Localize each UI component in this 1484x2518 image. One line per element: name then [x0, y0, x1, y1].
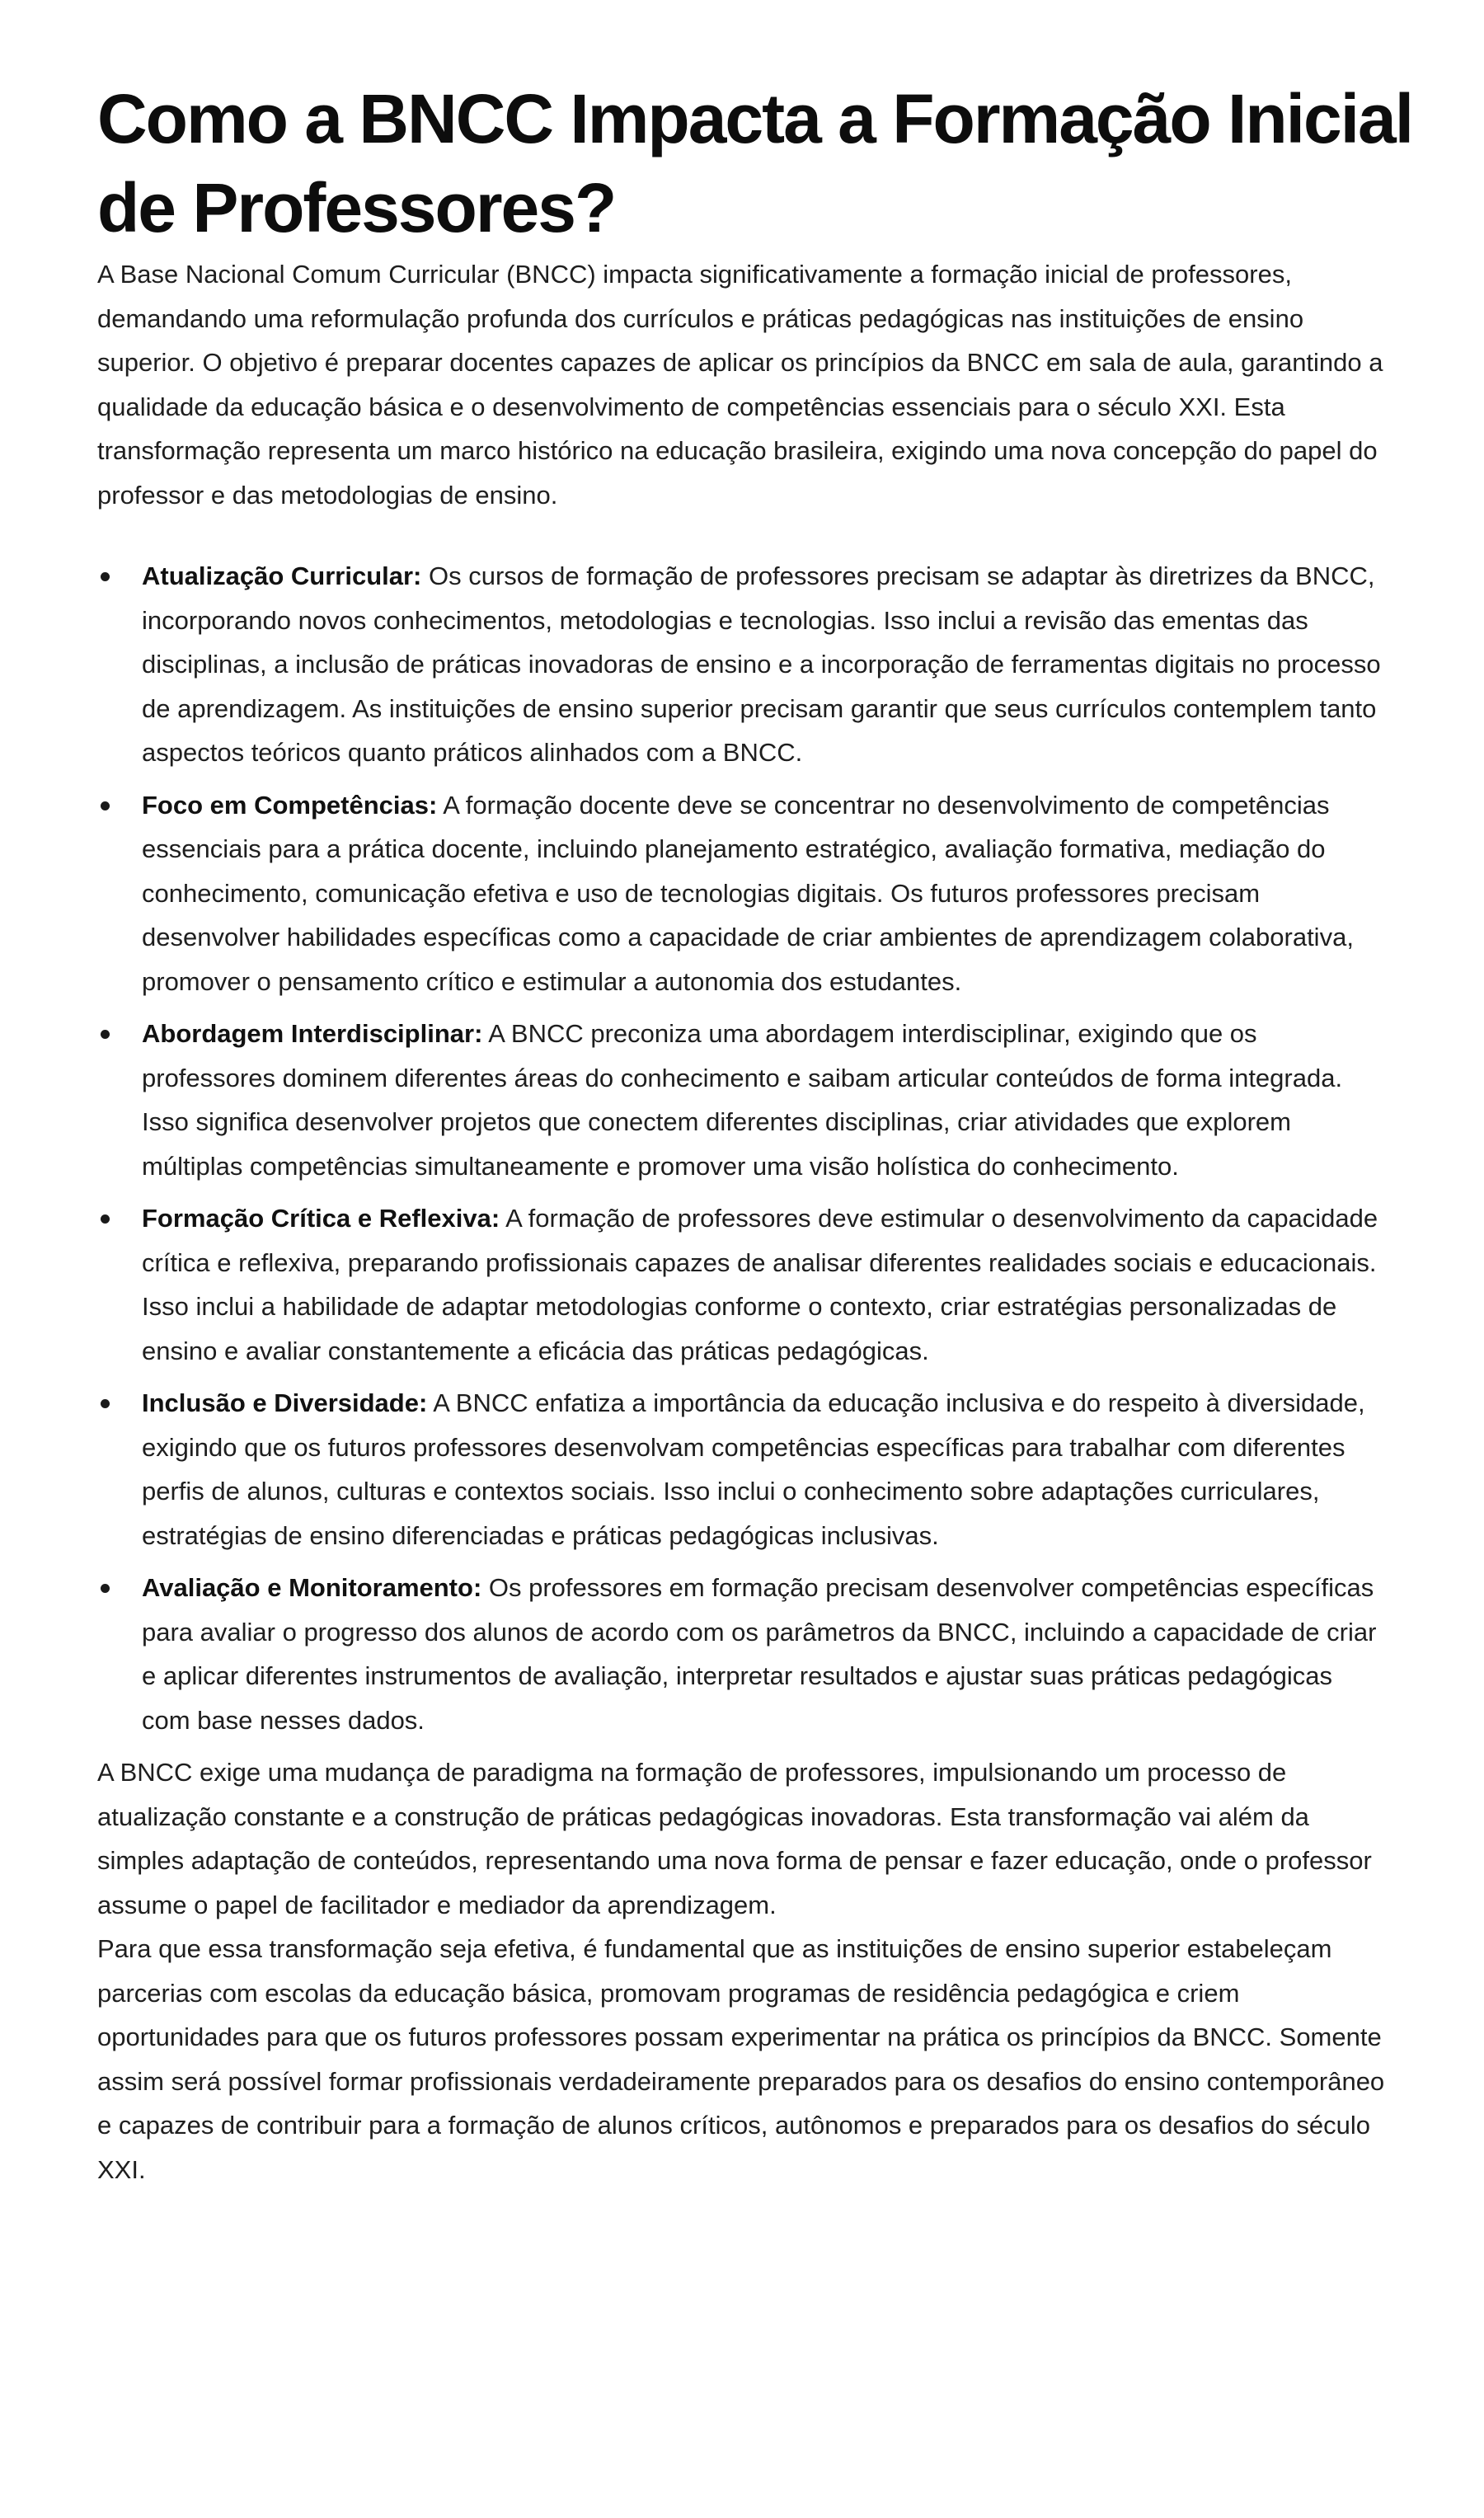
list-item-heading: Atualização Curricular: [142, 561, 422, 590]
list-item-heading: Foco em Competências: [142, 790, 438, 820]
intro-paragraph: A Base Nacional Comum Curricular (BNCC) impacta significativamente a formação inicial de professores, demandando uma reformulação profunda dos currículos e práticas pedagógicas nas instituições de ensino superior. O objetivo é preparar docentes capazes de aplicar os princípios da BNCC em sala de aula, garantindo a qualidade da educação básica e o desenvolvimento de competências essenciais para o século XXI. Esta transformação representa um marco histórico na educação brasileira, exigindo uma nova concepção do papel do professor e das metodologias de ensino. [97, 260, 1383, 510]
list-item [97, 1012, 1387, 1188]
list-item-text: Os professores em formação precisam desenvolver competências específicas para avaliar o progresso dos alunos de acordo com os parâmetros da BNCC, incluindo a capacidade de criar e aplicar diferentes instrumentos de avaliação, interpretar resultados e ajustar suas práticas pedagógicas com base nesses dados. [142, 1573, 1377, 1735]
bullet-icon [101, 1584, 110, 1593]
bullet-icon [101, 1214, 110, 1224]
list-item-text: A formação docente deve se concentrar no desenvolvimento de competências essenciais para a prática docente, incluindo planejamento estratégico, avaliação formativa, mediação do conhecimento, comunicação efetiva e uso de tecnologias digitais. Os futuros professores precisam desenvolver habilidades específicas como a capacidade de criar ambientes de aprendizagem colaborativa, promover o pensamento crítico e estimular a autonomia dos estudantes. [142, 790, 1354, 996]
list-item-heading: Formação Crítica e Reflexiva: [142, 1204, 500, 1233]
list-item-text: Os cursos de formação de professores precisam se adaptar às diretrizes da BNCC, incorporando novos conhecimentos, metodologias e tecnologias. Isso inclui a revisão das ementas das disciplinas, a inclusão de práticas inovadoras de ensino e a incorporação de ferramentas digitais no processo de aprendizagem. As instituições de ensino superior precisam garantir que seus currículos contemplem tanto aspectos teóricos quanto práticos alinhados com a BNCC. [142, 561, 1381, 767]
bullet-icon [101, 572, 110, 581]
list-item [97, 554, 1387, 775]
list-item-heading: Abordagem Interdisciplinar: [142, 1019, 483, 1048]
list-item-text: A BNCC preconiza uma abordagem interdisciplinar, exigindo que os professores dominem diferentes áreas do conhecimento e saibam articular conteúdos de forma integrada. Isso significa desenvolver projetos que conectem diferentes disciplinas, criar atividades que explorem múltiplas competências simultaneamente e promover uma visão holística do conhecimento. [142, 1019, 1343, 1181]
list-item [97, 1196, 1387, 1373]
bullet-icon [101, 1030, 110, 1039]
list-item [97, 1381, 1387, 1557]
list-item-text: A BNCC enfatiza a importância da educação inclusiva e do respeito à diversidade, exigindo que os futuros professores desenvolvam competências específicas para trabalhar com diferentes perfis de alunos, culturas e contextos sociais. Isso inclui o conhecimento sobre adaptações curriculares, estratégias de ensino diferenciadas e práticas pedagógicas inclusivas. [142, 1388, 1365, 1550]
bullet-icon [101, 1399, 110, 1408]
list-item-heading: Inclusão e Diversidade: [142, 1388, 428, 1417]
closing-paragraph-1: A BNCC exige uma mudança de paradigma na formação de professores, impulsionando um processo de atualização constante e a construção de práticas pedagógicas inovadoras. Esta transformação vai além da simples adaptação de conteúdos, representando uma nova forma de pensar e fazer educação, onde o professor assume o papel de facilitador e mediador da aprendizagem. [97, 1758, 1372, 1919]
list-item-heading: Avaliação e Monitoramento: [142, 1573, 482, 1602]
page-title: Como a BNCC Impacta a Formação Inicial de Professores? [97, 80, 1413, 247]
closing-paragraph-2: Para que essa transformação seja efetiva, é fundamental que as instituições de ensino superior estabeleçam parcerias com escolas da educação básica, promovam programas de residência pedagógica e criem oportunidades para que os futuros professores possam experimentar na prática os princípios da BNCC. Somente assim será possível formar profissionais verdadeiramente preparados para os desafios do ensino contemporâneo e capazes de contribuir para a formação de alunos críticos, autônomos e preparados para os desafios do século XXI. [97, 1934, 1385, 2184]
list-item [97, 1566, 1387, 1742]
bullet-icon [101, 801, 110, 810]
list-item-text: A formação de professores deve estimular o desenvolvimento da capacidade crítica e reflexiva, preparando profissionais capazes de analisar diferentes realidades sociais e educacionais. Isso inclui a habilidade de adaptar metodologias conforme o contexto, criar estratégias personalizadas de ensino e avaliar constantemente a eficácia das práticas pedagógicas. [142, 1204, 1378, 1365]
list-item [97, 783, 1387, 1004]
topic-list [97, 554, 1387, 1742]
